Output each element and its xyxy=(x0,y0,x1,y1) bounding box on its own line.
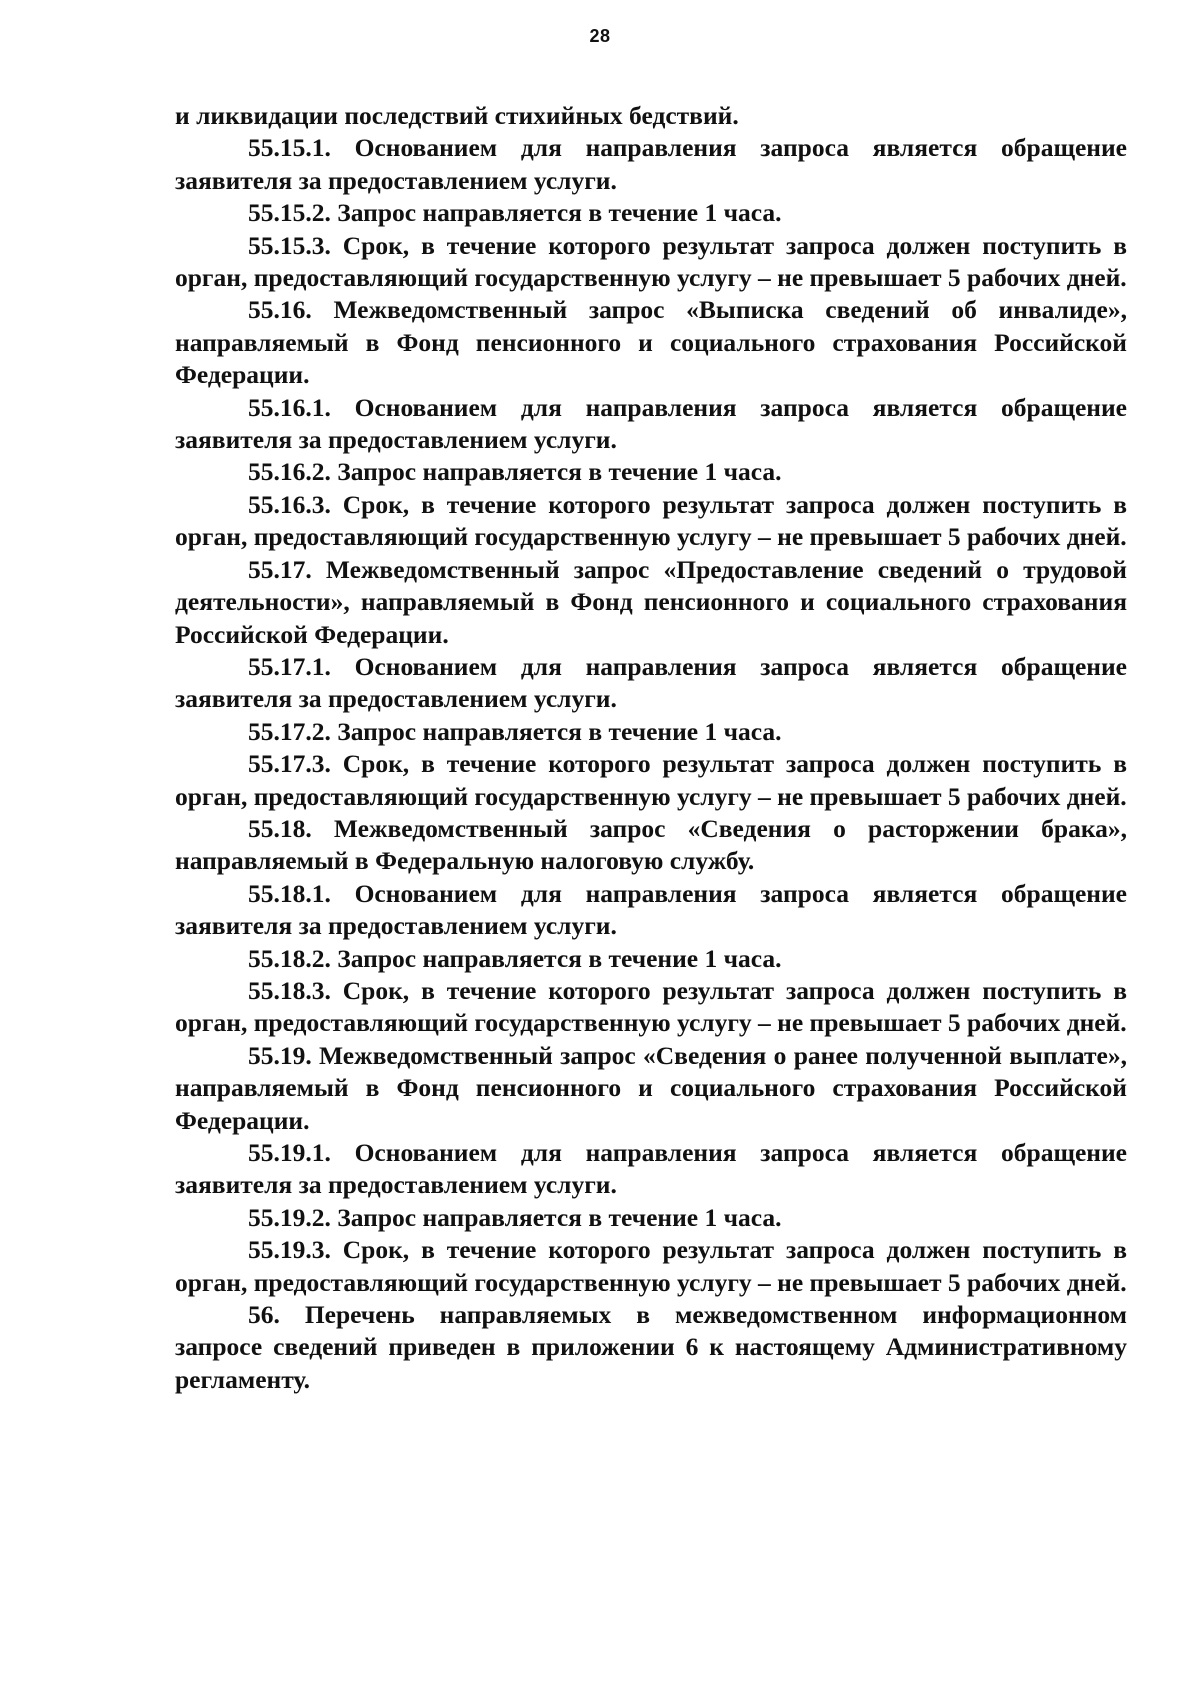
paragraph-55-17-2: 55.17.2. Запрос направляется в течение 1 часа. xyxy=(248,716,782,746)
paragraph-55-18-3: 55.18.3. Срок, в течение которого результат запроса должен поступить в орган, предоставляющий государственную услугу – не превышает 5 рабочих дней. xyxy=(175,975,1127,1038)
paragraph-55-19-1: 55.19.1. Основанием для направления запроса является обращение заявителя за предоставлением услуги. xyxy=(175,1138,1127,1200)
paragraph-55-18-2: 55.18.2. Запрос направляется в течение 1 часа. xyxy=(248,943,782,973)
paragraph-55-17-1: 55.17.1. Основанием для направления запроса является обращение заявителя за предоставлением услуги. xyxy=(175,651,1127,714)
page-number: 28 xyxy=(589,26,611,46)
paragraph-55-19-3: 55.19.3. Срок, в течение которого результат запроса должен поступить в орган, предоставляющий государственную услугу – не превышает 5 рабочих дней. xyxy=(175,1235,1127,1297)
paragraph-55-15-2: 55.15.2. Запрос направляется в течение 1 часа. xyxy=(248,198,782,228)
paragraph-55-16: 55.16. Межведомственный запрос «Выписка сведений об инвалиде», направляемый в Фонд пенсионного и социального страхования Российской Федерации. xyxy=(175,295,1127,390)
paragraph-55-18: 55.18. Межведомственный запрос «Сведения о расторжении брака», направляемый в Федеральную налоговую службу. xyxy=(175,813,1127,876)
paragraph-55-16-2: 55.16.2. Запрос направляется в течение 1 часа. xyxy=(248,457,782,487)
paragraph-55-19: 55.19. Межведомственный запрос «Сведения о ранее полученной выплате», направляемый в Фонд пенсионного и социального страхования Российской Федерации. xyxy=(175,1040,1127,1135)
paragraph-56: 56. Перечень направляемых в межведомственном информационном запросе сведений приведен в приложении 6 к настоящему Административному регламенту. xyxy=(175,1300,1127,1394)
paragraph-55-17-3: 55.17.3. Срок, в течение которого результат запроса должен поступить в орган, предоставляющий государственную услугу – не превышает 5 рабочих дней. xyxy=(175,749,1127,811)
paragraph-55-19-2: 55.19.2. Запрос направляется в течение 1 часа. xyxy=(248,1202,782,1232)
paragraph-55-15-1: 55.15.1. Основанием для направления запроса является обращение заявителя за предоставлением услуги. xyxy=(175,133,1127,195)
paragraph-55-16-3: 55.16.3. Срок, в течение которого результат запроса должен поступить в орган, предоставляющий государственную услугу – не превышает 5 рабочих дней. xyxy=(175,489,1127,552)
paragraph-55-17: 55.17. Межведомственный запрос «Предоставление сведений о трудовой деятельности», направляемый в Фонд пенсионного и социального страхования Российской Федерации. xyxy=(175,554,1127,649)
paragraph-continuation: и ликвидации последствий стихийных бедствий. xyxy=(175,101,739,130)
document-body xyxy=(175,100,1127,1396)
paragraph-55-16-1: 55.16.1. Основанием для направления запроса является обращение заявителя за предоставлением услуги. xyxy=(175,392,1127,455)
paragraph-55-15-3: 55.15.3. Срок, в течение которого результат запроса должен поступить в орган, предоставляющий государственную услугу – не превышает 5 рабочих дней. xyxy=(175,230,1127,293)
paragraph-55-18-1: 55.18.1. Основанием для направления запроса является обращение заявителя за предоставлением услуги. xyxy=(175,878,1127,941)
